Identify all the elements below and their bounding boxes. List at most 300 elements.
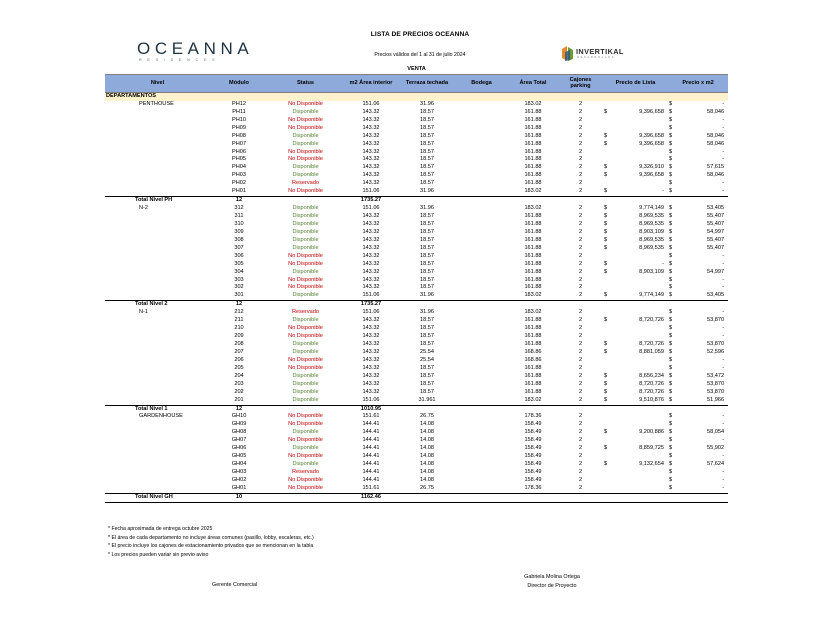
nivel-cell (105, 357, 210, 365)
nivel-cell (105, 421, 210, 429)
terraza-cell: 18.57 (420, 372, 434, 379)
area-interior-cell: 143.32 (362, 213, 380, 219)
area-interior-cell: 143.32 (362, 364, 380, 371)
terraza-cell: 18.57 (420, 172, 434, 179)
cajones-cell: 2 (578, 148, 583, 155)
modulo-cell: 210 (234, 325, 244, 332)
bodega-cell (455, 477, 508, 485)
table-row (105, 421, 728, 429)
empty-cell (268, 197, 343, 205)
bodega-cell (455, 373, 508, 381)
precio-m2-value: 57,615 (706, 164, 725, 171)
modulo-cell: 303 (234, 276, 244, 283)
currency-symbol: $ (669, 252, 673, 259)
cajones-cell: 2 (578, 341, 583, 347)
modulo-cell: PH11 (232, 108, 246, 115)
status-cell: No Disponible (288, 260, 323, 267)
footnotes (108, 525, 314, 559)
area-total-cell: 161.88 (524, 132, 542, 139)
precio-m2-value: - (722, 180, 725, 187)
total-area-cell: 1735.27 (343, 301, 399, 309)
precio-m2-cell (668, 269, 728, 277)
nivel-cell (105, 269, 210, 277)
bodega-cell (455, 397, 508, 405)
nivel-cell (105, 365, 210, 373)
precio-m2-value: 55,407 (706, 236, 725, 243)
empty-cell (399, 301, 455, 309)
precio-m2-value: - (722, 421, 725, 428)
status-cell: No Disponible (288, 156, 323, 163)
status-cell: Disponible (292, 341, 319, 347)
area-interior-cell: 144.41 (362, 429, 380, 436)
empty-cell (508, 197, 558, 205)
total-count-cell: 12 (210, 197, 268, 205)
terraza-cell: 18.57 (420, 284, 434, 291)
nivel-cell (105, 125, 210, 133)
signature-name: Gabriela Molina Ortega (524, 574, 580, 580)
status-cell: Disponible (292, 372, 319, 379)
table-row (105, 101, 728, 109)
precio-lista-cell (603, 164, 668, 172)
modulo-cell: 208 (234, 341, 244, 347)
status-cell: No Disponible (288, 252, 323, 259)
terraza-cell: 25.54 (420, 348, 434, 355)
status-cell: Disponible (292, 236, 319, 243)
area-total-cell: 161.88 (524, 156, 542, 163)
cajones-cell: 2 (578, 172, 583, 179)
area-total-cell: 161.88 (524, 388, 542, 395)
precio-m2-cell (668, 309, 728, 317)
precio-m2-value: 53,870 (706, 341, 725, 347)
precio-m2-cell (668, 261, 728, 269)
nivel-cell (105, 373, 210, 381)
empty-cell (455, 405, 508, 413)
terraza-cell: 18.57 (420, 220, 434, 227)
precio-m2-value: - (722, 437, 725, 444)
precio-lista-value: 9,510,876 (639, 396, 664, 403)
precio-lista-cell (603, 180, 668, 188)
precio-lista-cell (603, 421, 668, 429)
cajones-cell: 2 (578, 317, 583, 324)
currency-symbol: $ (604, 108, 608, 115)
area-total-cell: 161.88 (524, 268, 542, 275)
area-total-cell: 158.49 (524, 421, 542, 428)
currency-symbol: $ (604, 213, 608, 219)
precio-lista-cell (603, 205, 668, 213)
currency-symbol: $ (669, 484, 673, 491)
precio-lista-cell (603, 237, 668, 245)
cajones-cell: 2 (578, 292, 583, 299)
precio-lista-value: 8,969,535 (639, 244, 664, 251)
precio-lista-value: - (662, 188, 664, 195)
bodega-cell (455, 381, 508, 389)
nivel-cell (105, 141, 210, 149)
area-total-cell: 161.88 (524, 164, 542, 171)
nivel-cell (105, 245, 210, 253)
precio-m2-value: 55,407 (706, 220, 725, 227)
precio-m2-value: 53,870 (706, 380, 725, 387)
status-cell: No Disponible (288, 284, 323, 291)
area-total-cell: 183.02 (524, 309, 542, 316)
currency-symbol: $ (604, 341, 608, 347)
table-row (105, 485, 728, 493)
terraza-cell: 26.75 (420, 413, 434, 420)
table-row (105, 469, 728, 477)
bodega-cell (455, 213, 508, 221)
precio-lista-cell (603, 413, 668, 421)
table-row (105, 149, 728, 157)
table-row (105, 445, 728, 453)
area-total-cell: 183.02 (524, 292, 542, 299)
terraza-cell: 18.57 (420, 252, 434, 259)
precio-m2-value: - (722, 276, 725, 283)
bodega-cell (455, 413, 508, 421)
nivel-cell (105, 188, 210, 196)
status-cell: Disponible (292, 172, 319, 179)
nivel-cell (105, 180, 210, 188)
area-total-cell: 161.88 (524, 341, 542, 347)
status-cell: Disponible (292, 244, 319, 251)
modulo-cell: GH04 (231, 461, 247, 468)
precio-lista-cell (603, 117, 668, 125)
terraza-cell: 18.57 (420, 276, 434, 283)
currency-symbol: $ (604, 236, 608, 243)
status-cell: No Disponible (288, 413, 323, 420)
modulo-cell: GH06 (231, 445, 247, 452)
col-area-interior-header: m2 Área interior (343, 74, 399, 92)
precio-lista-value: 8,720,726 (639, 341, 664, 347)
currency-symbol: $ (669, 396, 673, 403)
area-interior-cell: 143.32 (362, 372, 380, 379)
nivel-cell (105, 477, 210, 485)
precio-m2-cell (668, 477, 728, 485)
bodega-cell (455, 309, 508, 317)
modulo-cell: 206 (234, 356, 244, 363)
terraza-cell: 18.57 (420, 341, 434, 347)
empty-cell (399, 405, 455, 413)
total-label-cell: Total Nivel 2 (105, 301, 210, 309)
total-area-cell: 1010.95 (343, 405, 399, 413)
currency-symbol: $ (604, 396, 608, 403)
precio-m2-cell (668, 109, 728, 117)
nivel-cell (105, 277, 210, 285)
modulo-cell: PH10 (232, 116, 246, 123)
table-row (105, 237, 728, 245)
area-total-cell: 161.88 (524, 284, 542, 291)
terraza-cell: 25.54 (420, 356, 434, 363)
bodega-cell (455, 141, 508, 149)
modulo-cell: PH06 (232, 148, 246, 155)
terraza-cell: 18.57 (420, 180, 434, 187)
area-total-cell: 158.49 (524, 437, 542, 444)
cajones-cell: 2 (578, 236, 583, 243)
cajones-cell: 2 (578, 180, 583, 187)
terraza-cell: 31.96 (420, 188, 434, 195)
table-row (105, 325, 728, 333)
precio-m2-cell (668, 437, 728, 445)
cajones-cell: 2 (578, 461, 583, 468)
area-interior-cell: 151.06 (362, 309, 380, 316)
area-interior-cell: 151.06 (362, 188, 380, 195)
nivel-cell: GARDENHOUSE (139, 413, 183, 420)
status-cell: Reservado (291, 309, 320, 316)
status-cell: Disponible (292, 461, 319, 468)
precio-lista-cell (603, 221, 668, 229)
total-row (105, 197, 728, 205)
status-cell: Reservado (291, 469, 320, 475)
modulo-cell: GH03 (231, 469, 247, 475)
currency-symbol: $ (604, 188, 608, 195)
nivel-cell (105, 445, 210, 453)
currency-symbol: $ (669, 413, 673, 420)
table-row (105, 180, 728, 188)
cajones-cell: 2 (578, 453, 583, 460)
status-cell: No Disponible (288, 453, 323, 460)
area-total-cell: 161.88 (524, 116, 542, 123)
precio-m2-value: 58,054 (706, 429, 725, 436)
empty-cell (508, 493, 558, 502)
empty-cell (399, 197, 455, 205)
cajones-cell: 2 (578, 252, 583, 259)
bodega-cell (455, 277, 508, 285)
currency-symbol: $ (669, 469, 673, 475)
empty-cell (268, 493, 343, 502)
signature-project-director (512, 573, 592, 591)
precio-m2-value: 53,870 (706, 317, 725, 324)
modulo-cell: 311 (234, 213, 244, 219)
area-total-cell: 183.02 (524, 205, 542, 212)
status-cell: Disponible (292, 140, 319, 147)
area-total-cell: 161.88 (524, 333, 542, 340)
area-interior-cell: 143.32 (362, 116, 380, 123)
status-cell: Disponible (292, 220, 319, 227)
precio-m2-value: - (722, 325, 725, 332)
area-interior-cell: 143.32 (362, 172, 380, 179)
status-cell: No Disponible (288, 188, 323, 195)
nivel-cell (105, 437, 210, 445)
col-precio-m2-header: Precio x m2 (668, 74, 728, 92)
currency-symbol: $ (604, 228, 608, 235)
bodega-cell (455, 317, 508, 325)
table-row (105, 229, 728, 237)
precio-lista-cell (603, 429, 668, 437)
area-total-cell: 183.02 (524, 396, 542, 403)
terraza-cell: 14.08 (420, 429, 434, 436)
status-cell: No Disponible (288, 437, 323, 444)
terraza-cell: 14.08 (420, 469, 434, 475)
nivel-cell (105, 485, 210, 493)
terraza-cell: 31.96 (420, 292, 434, 299)
precio-m2-value: 58,046 (706, 132, 725, 139)
table-row (105, 284, 728, 292)
table-row (105, 109, 728, 117)
area-interior-cell: 143.32 (362, 156, 380, 163)
status-cell: Disponible (292, 317, 319, 324)
terraza-cell: 18.57 (420, 333, 434, 340)
precio-m2-cell (668, 133, 728, 141)
area-interior-cell: 143.32 (362, 333, 380, 340)
modulo-cell: 205 (234, 364, 244, 371)
cajones-cell: 2 (578, 228, 583, 235)
currency-symbol: $ (669, 325, 673, 332)
currency-symbol: $ (669, 268, 673, 275)
precio-m2-value: - (722, 156, 725, 163)
modulo-cell: 304 (234, 268, 244, 275)
terraza-cell: 18.57 (420, 108, 434, 115)
precio-lista-value: 8,720,726 (639, 388, 664, 395)
table-row (105, 317, 728, 325)
cajones-cell: 2 (578, 388, 583, 395)
precio-lista-cell (603, 341, 668, 349)
empty-cell (399, 493, 455, 502)
cajones-cell: 2 (578, 429, 583, 436)
modulo-cell: GH02 (231, 476, 247, 483)
currency-symbol: $ (669, 476, 673, 483)
total-area-cell: 1162.46 (343, 493, 399, 502)
precio-lista-value: 9,396,658 (639, 140, 664, 147)
table-row (105, 477, 728, 485)
currency-symbol: $ (604, 380, 608, 387)
table-row (105, 413, 728, 421)
precio-m2-cell (668, 333, 728, 341)
cajones-cell: 2 (578, 188, 583, 195)
modulo-cell: 201 (234, 396, 244, 403)
validity-note: Precios válidos del 1 al 31 de julio 2024 (374, 52, 466, 58)
col-status-header: Status (268, 74, 343, 92)
empty-cell (508, 405, 558, 413)
bodega-cell (455, 237, 508, 245)
precio-lista-cell (603, 397, 668, 405)
nivel-cell: PENTHOUSE (139, 100, 174, 107)
total-row (105, 301, 728, 309)
table-row (105, 277, 728, 285)
precio-m2-value: 52,596 (706, 348, 725, 355)
area-total-cell: 161.88 (524, 317, 542, 324)
modulo-cell: 307 (234, 244, 244, 251)
area-interior-cell: 143.32 (362, 317, 380, 324)
table-row (105, 357, 728, 365)
status-cell: Disponible (292, 429, 319, 436)
invertikal-mark-icon (561, 44, 575, 62)
empty-cell (558, 493, 603, 502)
precio-m2-cell (668, 397, 728, 405)
nivel-cell (105, 381, 210, 389)
precio-lista-cell (603, 172, 668, 180)
currency-symbol: $ (669, 372, 673, 379)
area-interior-cell: 143.32 (362, 325, 380, 332)
currency-symbol: $ (604, 429, 608, 436)
bodega-cell (455, 333, 508, 341)
area-interior-cell: 143.32 (362, 276, 380, 283)
precio-m2-cell (668, 164, 728, 172)
precio-m2-cell (668, 253, 728, 261)
empty-cell (603, 301, 668, 309)
status-cell: Disponible (292, 292, 319, 299)
status-cell: No Disponible (288, 325, 323, 332)
precio-m2-cell (668, 229, 728, 237)
status-cell: Disponible (292, 228, 319, 235)
table-row (105, 125, 728, 133)
nivel-cell: N-1 (139, 309, 149, 316)
bodega-cell (455, 221, 508, 229)
nivel-cell (105, 156, 210, 164)
col-modulo-header: Módulo (210, 74, 268, 92)
area-interior-cell: 143.32 (362, 356, 380, 363)
cajones-cell: 2 (578, 309, 583, 316)
precio-lista-cell (603, 261, 668, 269)
area-total-cell: 161.88 (524, 148, 542, 155)
col-precio-lista-header: Precio de Lista (603, 74, 668, 92)
modulo-cell: 301 (234, 292, 244, 299)
precio-lista-value: 8,903,109 (639, 268, 664, 275)
precio-lista-value: 8,881,059 (639, 348, 664, 355)
currency-symbol: $ (604, 132, 608, 139)
invertikal-logo (561, 44, 651, 64)
bodega-cell (455, 429, 508, 437)
precio-lista-cell (603, 349, 668, 357)
empty-cell (455, 493, 508, 502)
precio-lista-cell (603, 141, 668, 149)
area-interior-cell: 143.32 (362, 236, 380, 243)
cajones-cell: 2 (578, 116, 583, 123)
area-interior-cell: 151.06 (362, 396, 380, 403)
cajones-cell: 2 (578, 213, 583, 219)
terraza-cell: 31.96 (420, 205, 434, 212)
cajones-cell: 2 (578, 333, 583, 340)
precio-lista-value: 8,720,726 (639, 380, 664, 387)
nivel-cell (105, 261, 210, 269)
area-total-cell: 161.88 (524, 252, 542, 259)
table-row (105, 461, 728, 469)
precio-m2-cell (668, 125, 728, 133)
table-row (105, 373, 728, 381)
area-total-cell: 161.88 (524, 172, 542, 179)
cajones-cell: 2 (578, 380, 583, 387)
area-total-cell: 168.86 (524, 348, 542, 355)
bodega-cell (455, 461, 508, 469)
area-interior-cell: 143.32 (362, 284, 380, 291)
precio-m2-cell (668, 381, 728, 389)
table-row (105, 269, 728, 277)
area-interior-cell: 144.41 (362, 453, 380, 460)
precio-lista-value: 9,396,658 (639, 172, 664, 179)
precio-lista-value: 9,774,149 (639, 205, 664, 212)
table-row (105, 437, 728, 445)
terraza-cell: 14.08 (420, 461, 434, 468)
currency-symbol: $ (669, 164, 673, 171)
precio-m2-value: 53,472 (706, 372, 725, 379)
area-total-cell: 161.88 (524, 108, 542, 115)
area-interior-cell: 151.06 (362, 205, 380, 212)
terraza-cell: 18.57 (420, 364, 434, 371)
bodega-cell (455, 269, 508, 277)
precio-m2-value: - (722, 260, 725, 267)
precio-m2-cell (668, 461, 728, 469)
precio-m2-cell (668, 365, 728, 373)
nivel-cell (105, 213, 210, 221)
bodega-cell (455, 245, 508, 253)
terraza-cell: 18.57 (420, 244, 434, 251)
precio-m2-value: 51,966 (706, 396, 725, 403)
modulo-cell: GH08 (231, 429, 247, 436)
precio-m2-value: - (722, 148, 725, 155)
cajones-cell: 2 (578, 164, 583, 171)
precio-lista-value: 8,969,535 (639, 220, 664, 227)
terraza-cell: 31.96 (420, 309, 434, 316)
table-row (105, 117, 728, 125)
area-interior-cell: 144.41 (362, 469, 380, 475)
precio-m2-cell (668, 349, 728, 357)
